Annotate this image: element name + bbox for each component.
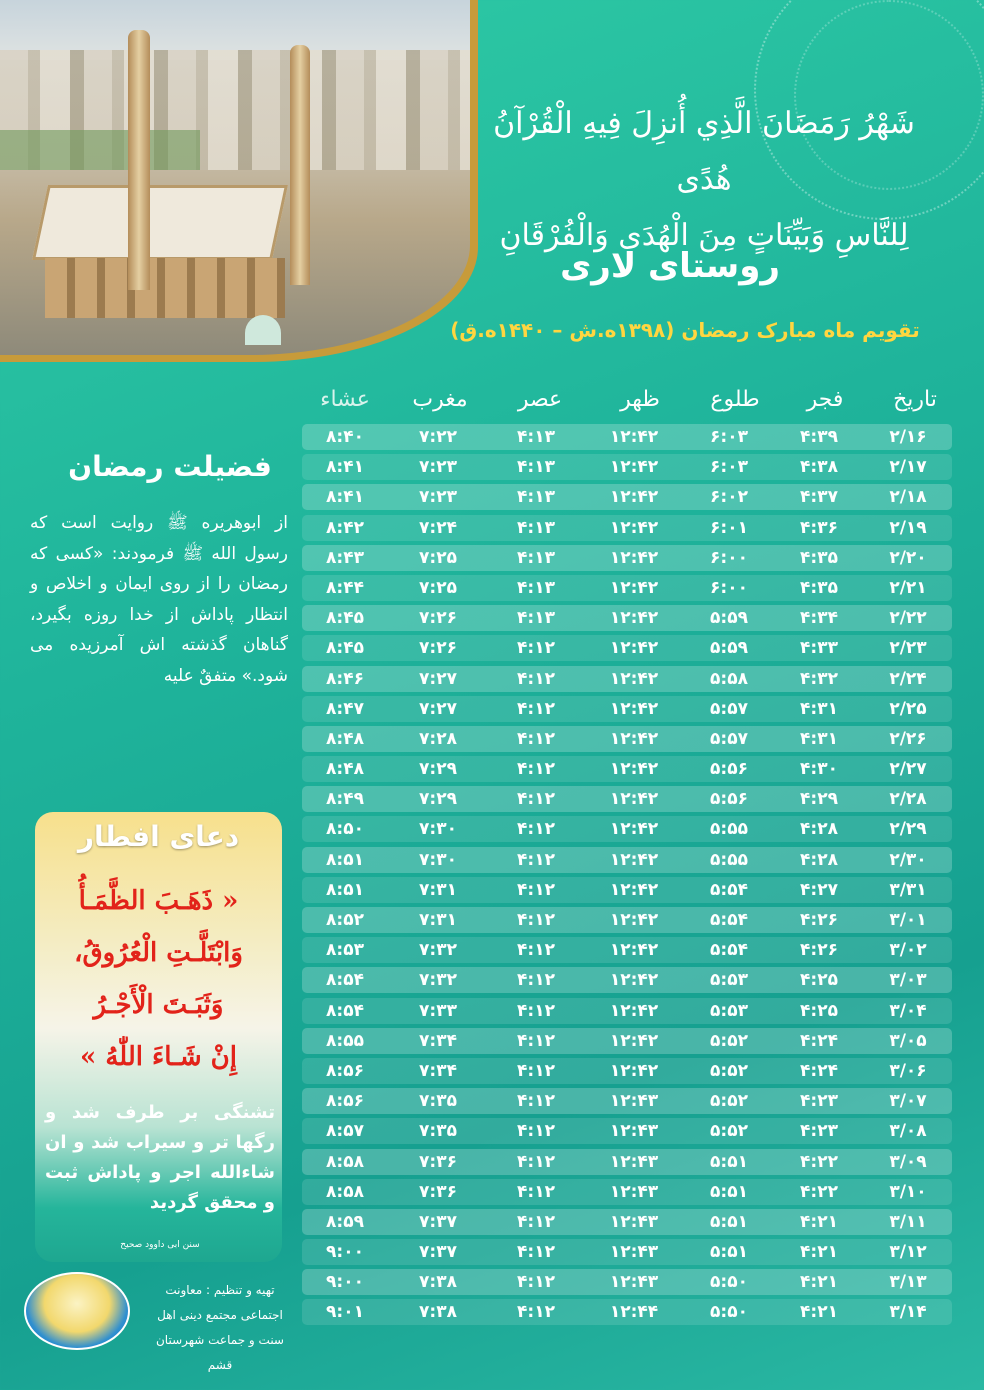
verse-line-1: شَهْرُ رَمَضَانَ الَّذِي أُنزِلَ فِيهِ الْقُرْآنُ هُدًى	[493, 106, 915, 197]
cell-date: ۳/۰۶	[889, 1060, 927, 1081]
cell-asr: ۴:۱۲	[517, 1060, 555, 1081]
cell-dhuhr: ۱۲:۴۲	[609, 638, 659, 659]
cell-asr: ۴:۱۲	[517, 1302, 555, 1323]
cell-isha: ۸:۴۴	[326, 577, 364, 598]
cell-asr: ۴:۱۳	[517, 457, 555, 478]
cell-sunrise: ۵:۵۱	[710, 1211, 748, 1232]
cell-dhuhr: ۱۲:۴۳	[609, 1181, 659, 1202]
cell-sunrise: ۵:۵۳	[710, 970, 748, 991]
cell-fajr: ۴:۲۸	[800, 819, 838, 840]
mosque-photo	[0, 0, 470, 355]
cell-dhuhr: ۱۲:۴۲	[609, 1000, 659, 1021]
cell-date: ۲/۱۹	[889, 517, 927, 538]
cell-isha: ۸:۴۸	[326, 728, 364, 749]
cell-fajr: ۴:۲۲	[800, 1151, 838, 1172]
cell-maghrib: ۷:۳۱	[419, 910, 457, 930]
table-row	[302, 1239, 952, 1265]
cell-maghrib: ۷:۳۷	[419, 1211, 457, 1232]
cell-date: ۳/۳۱	[889, 879, 927, 900]
table-row	[302, 666, 952, 692]
cell-isha: ۸:۵۸	[326, 1181, 364, 1202]
cell-sunrise: ۵:۵۹	[710, 638, 748, 659]
cell-fajr: ۴:۳۲	[800, 668, 838, 689]
table-row	[302, 545, 952, 571]
cell-maghrib: ۷:۳۷	[419, 1242, 457, 1263]
cell-isha: ۸:۴۱	[326, 487, 364, 508]
cell-sunrise: ۵:۵۷	[710, 698, 748, 719]
table-row	[302, 696, 952, 722]
cell-date: ۲/۱۸	[889, 487, 927, 508]
table-row	[302, 937, 952, 963]
table-row	[302, 726, 952, 752]
cell-dhuhr: ۱۲:۴۳	[609, 1242, 659, 1263]
table-row	[302, 484, 952, 510]
header-dhuhr: ظهر	[620, 387, 660, 412]
cell-date: ۳/۱۳	[889, 1272, 927, 1293]
cell-dhuhr: ۱۲:۴۲	[609, 789, 659, 810]
cell-fajr: ۴:۲۳	[800, 1091, 838, 1112]
cell-fajr: ۴:۳۱	[800, 698, 838, 719]
cell-fajr: ۴:۲۲	[800, 1181, 838, 1202]
cell-sunrise: ۵:۵۱	[710, 1151, 748, 1172]
cell-date: ۲/۲۲	[889, 608, 927, 629]
credit-text	[150, 1278, 290, 1378]
cell-isha: ۸:۴۹	[326, 789, 364, 810]
cell-date: ۲/۲۸	[889, 789, 927, 810]
table-row	[302, 967, 952, 993]
cell-asr: ۴:۱۲	[517, 970, 555, 991]
table-row	[302, 998, 952, 1024]
table-row	[302, 515, 952, 541]
cell-asr: ۴:۱۲	[517, 879, 555, 900]
cell-dhuhr: ۱۲:۴۲	[609, 547, 659, 568]
cell-isha: ۹:۰۱	[326, 1302, 364, 1323]
credit-line-3: سنت و جماعت شهرستان قشم	[155, 1333, 284, 1372]
cell-maghrib: ۷:۳۲	[419, 970, 457, 991]
cell-date: ۳/۰۹	[889, 1151, 927, 1172]
cell-sunrise: ۶:۰۳	[710, 427, 748, 447]
cell-fajr: ۴:۳۱	[800, 728, 838, 749]
cell-fajr: ۴:۲۳	[800, 1121, 838, 1142]
cell-dhuhr: ۱۲:۴۳	[609, 1121, 659, 1142]
cell-dhuhr: ۱۲:۴۳	[609, 1211, 659, 1232]
cell-asr: ۴:۱۳	[517, 577, 555, 598]
cell-date: ۳/۰۵	[889, 1030, 927, 1051]
cell-asr: ۴:۱۲	[517, 940, 555, 961]
cell-fajr: ۴:۲۱	[800, 1211, 838, 1232]
cell-dhuhr: ۱۲:۴۲	[609, 487, 659, 508]
cell-date: ۲/۲۶	[889, 728, 927, 749]
cell-fajr: ۴:۳۳	[800, 638, 838, 659]
cell-sunrise: ۶:۰۰	[710, 577, 748, 598]
cell-dhuhr: ۱۲:۴۲	[609, 608, 659, 629]
cell-dhuhr: ۱۲:۴۳	[609, 1091, 659, 1112]
cell-isha: ۸:۴۱	[326, 457, 364, 478]
credit-line-2: اجتماعی مجتمع دینی اهل	[157, 1308, 283, 1322]
dua-source: سنن ابی داوود صحیح	[120, 1240, 200, 1250]
cell-fajr: ۴:۲۴	[800, 1060, 838, 1081]
cell-date: ۲/۲۴	[889, 668, 927, 689]
cell-dhuhr: ۱۲:۴۴	[609, 1302, 659, 1323]
cell-maghrib: ۷:۲۵	[419, 547, 457, 568]
table-row	[302, 756, 952, 782]
cell-asr: ۴:۱۲	[517, 1121, 555, 1142]
cell-date: ۳/۰۲	[889, 940, 927, 961]
cell-date: ۳/۱۰	[889, 1181, 927, 1202]
table-row	[302, 847, 952, 873]
cell-date: ۲/۲۵	[889, 698, 927, 719]
timetable-header	[300, 380, 960, 420]
cell-dhuhr: ۱۲:۴۲	[609, 819, 659, 840]
cell-asr: ۴:۱۲	[517, 668, 555, 689]
cell-isha: ۸:۴۲	[326, 517, 364, 538]
table-row	[302, 1058, 952, 1084]
cell-asr: ۴:۱۲	[517, 728, 555, 749]
cell-maghrib: ۷:۳۰	[419, 849, 457, 870]
virtue-title: فضیلت رمضان	[68, 450, 272, 483]
cell-sunrise: ۵:۵۱	[710, 1181, 748, 1202]
cell-sunrise: ۵:۵۹	[710, 608, 748, 629]
cell-maghrib: ۷:۳۶	[419, 1151, 457, 1172]
cell-sunrise: ۵:۵۵	[710, 819, 748, 840]
cell-fajr: ۴:۲۵	[800, 1000, 838, 1021]
cell-isha: ۹:۰۰	[326, 1272, 364, 1293]
cell-date: ۳/۰۸	[889, 1121, 927, 1142]
cell-date: ۳/۰۳	[889, 970, 927, 991]
cell-asr: ۴:۱۲	[517, 1091, 555, 1112]
cell-maghrib: ۷:۳۵	[419, 1091, 457, 1112]
cell-fajr: ۴:۲۶	[800, 910, 838, 930]
cell-date: ۳/۰۱	[889, 910, 927, 930]
table-row	[302, 1088, 952, 1114]
cell-dhuhr: ۱۲:۴۲	[609, 940, 659, 961]
page-title: روستای لاری	[560, 246, 780, 286]
table-row	[302, 635, 952, 661]
header-isha: عشاء	[320, 387, 370, 412]
cell-maghrib: ۷:۳۸	[419, 1272, 457, 1293]
cell-asr: ۴:۱۳	[517, 608, 555, 629]
cell-dhuhr: ۱۲:۴۲	[609, 970, 659, 991]
cell-dhuhr: ۱۲:۴۲	[609, 457, 659, 478]
cell-sunrise: ۵:۵۴	[710, 910, 748, 930]
cell-date: ۳/۱۱	[889, 1211, 927, 1232]
table-row	[302, 786, 952, 812]
cell-sunrise: ۵:۵۸	[710, 668, 748, 689]
cell-asr: ۴:۱۲	[517, 910, 555, 930]
cell-isha: ۸:۴۷	[326, 698, 364, 719]
cell-asr: ۴:۱۳	[517, 547, 555, 568]
cell-maghrib: ۷:۳۱	[419, 879, 457, 900]
cell-dhuhr: ۱۲:۴۲	[609, 1030, 659, 1051]
table-row	[302, 1118, 952, 1144]
cell-asr: ۴:۱۲	[517, 638, 555, 659]
cell-asr: ۴:۱۲	[517, 1211, 555, 1232]
cell-isha: ۸:۵۴	[326, 1000, 364, 1021]
cell-fajr: ۴:۲۵	[800, 970, 838, 991]
cell-maghrib: ۷:۳۶	[419, 1181, 457, 1202]
cell-fajr: ۴:۳۶	[800, 517, 838, 538]
cell-fajr: ۴:۲۱	[800, 1302, 838, 1323]
table-row	[302, 816, 952, 842]
cell-date: ۲/۲۱	[889, 577, 927, 598]
cell-isha: ۸:۵۹	[326, 1211, 364, 1232]
cell-date: ۲/۲۷	[889, 759, 927, 780]
cell-fajr: ۴:۲۴	[800, 1030, 838, 1051]
cell-isha: ۸:۵۰	[326, 819, 364, 840]
cell-isha: ۸:۴۵	[326, 608, 364, 629]
cell-asr: ۴:۱۲	[517, 1000, 555, 1021]
cell-isha: ۹:۰۰	[326, 1242, 364, 1263]
cell-dhuhr: ۱۲:۴۲	[609, 849, 659, 870]
cell-maghrib: ۷:۲۴	[419, 517, 457, 538]
dua-line-1: « ذَهَـبَ الظَّمَـأُ	[78, 886, 239, 916]
cell-asr: ۴:۱۳	[517, 487, 555, 508]
cell-dhuhr: ۱۲:۴۲	[609, 668, 659, 689]
cell-isha: ۸:۵۴	[326, 970, 364, 991]
cell-maghrib: ۷:۲۵	[419, 577, 457, 598]
cell-isha: ۸:۴۰	[326, 427, 364, 447]
timetable-body	[302, 424, 952, 1330]
cell-maghrib: ۷:۲۹	[419, 789, 457, 810]
cell-fajr: ۴:۲۷	[800, 879, 838, 900]
dua-line-2: وَابْتَلَّـتِ الْعُرُوقُ،	[74, 938, 243, 968]
cell-maghrib: ۷:۲۷	[419, 698, 457, 719]
cell-isha: ۸:۵۱	[326, 879, 364, 900]
header-asr: عصر	[517, 387, 563, 412]
cell-date: ۳/۱۴	[889, 1302, 927, 1323]
table-row	[302, 1269, 952, 1295]
cell-date: ۳/۰۷	[889, 1091, 927, 1112]
cell-dhuhr: ۱۲:۴۲	[609, 759, 659, 780]
cell-isha: ۸:۵۲	[326, 910, 364, 930]
table-row	[302, 1209, 952, 1235]
cell-dhuhr: ۱۲:۴۲	[609, 879, 659, 900]
cell-sunrise: ۶:۰۳	[710, 457, 748, 478]
virtue-text: از ابوهریره ﷺ روایت است که رسول الله ﷺ فرمودند: «کسی که رمضان را از روی ایمان و اخلاص و انتظار پاداش از خدا روزه بگیرد، گناهان گذشته اش آمرزیده می شود.» متفقٌ علیه	[30, 513, 288, 686]
cell-isha: ۸:۵۸	[326, 1151, 364, 1172]
cell-maghrib: ۷:۲۶	[419, 638, 457, 659]
header-sunrise: طلوع	[710, 387, 760, 412]
cell-maghrib: ۷:۲۲	[419, 427, 457, 447]
cell-sunrise: ۵:۵۶	[710, 789, 748, 810]
cell-isha: ۸:۵۶	[326, 1060, 364, 1081]
cell-sunrise: ۵:۵۷	[710, 728, 748, 749]
cell-sunrise: ۶:۰۲	[710, 487, 748, 508]
cell-maghrib: ۷:۲۹	[419, 759, 457, 780]
cell-date: ۲/۱۶	[889, 427, 927, 447]
cell-dhuhr: ۱۲:۴۲	[609, 577, 659, 598]
cell-maghrib: ۷:۳۴	[419, 1030, 457, 1051]
table-row	[302, 907, 952, 933]
cell-fajr: ۴:۲۶	[800, 940, 838, 961]
cell-sunrise: ۵:۵۲	[710, 1030, 748, 1051]
cell-isha: ۸:۵۱	[326, 849, 364, 870]
cell-maghrib: ۷:۳۰	[419, 819, 457, 840]
cell-sunrise: ۵:۵۳	[710, 1000, 748, 1021]
cell-sunrise: ۵:۵۲	[710, 1121, 748, 1142]
cell-maghrib: ۷:۳۳	[419, 1000, 457, 1021]
cell-fajr: ۴:۲۸	[800, 849, 838, 870]
cell-sunrise: ۶:۰۰	[710, 547, 748, 568]
page-subtitle: تقویم ماه مبارک رمضان (۱۳۹۸ه.ش – ۱۴۴۰ه.ق)	[450, 318, 920, 342]
table-row	[302, 454, 952, 480]
cell-fajr: ۴:۲۱	[800, 1242, 838, 1263]
cell-date: ۲/۳۰	[889, 849, 927, 870]
cell-fajr: ۴:۳۷	[800, 487, 838, 508]
cell-asr: ۴:۱۳	[517, 427, 555, 447]
cell-sunrise: ۵:۵۱	[710, 1242, 748, 1263]
cell-date: ۲/۲۹	[889, 819, 927, 840]
credit-line-1: تهیه و تنظیم : معاونت	[165, 1283, 275, 1297]
table-row	[302, 424, 952, 450]
cell-maghrib: ۷:۲۶	[419, 608, 457, 629]
header-date: تاریخ	[893, 387, 937, 412]
cell-sunrise: ۵:۵۲	[710, 1091, 748, 1112]
cell-dhuhr: ۱۲:۴۲	[609, 910, 659, 930]
cell-dhuhr: ۱۲:۴۳	[609, 1272, 659, 1293]
dua-line-3: وَثَبَـتَ الْأَجْـرُ	[93, 990, 224, 1020]
cell-dhuhr: ۱۲:۴۲	[609, 728, 659, 749]
cell-asr: ۴:۱۲	[517, 1242, 555, 1263]
cell-fajr: ۴:۳۸	[800, 457, 838, 478]
cell-maghrib: ۷:۲۷	[419, 668, 457, 689]
cell-isha: ۸:۵۶	[326, 1091, 364, 1112]
cell-asr: ۴:۱۲	[517, 819, 555, 840]
cell-dhuhr: ۱۲:۴۲	[609, 517, 659, 538]
cell-fajr: ۴:۳۹	[800, 427, 838, 447]
cell-dhuhr: ۱۲:۴۲	[609, 1060, 659, 1081]
cell-sunrise: ۶:۰۱	[710, 517, 748, 538]
cell-dhuhr: ۱۲:۴۲	[609, 698, 659, 719]
cell-isha: ۸:۵۵	[326, 1030, 364, 1051]
dua-translation: تشنگی بر طرف شد و رگها تر و سیراب شد و ان شاءالله اجر و پاداش ثبت و محقق گردید	[45, 1102, 275, 1213]
table-row	[302, 1028, 952, 1054]
cell-fajr: ۴:۳۵	[800, 547, 838, 568]
cell-date: ۲/۲۰	[889, 547, 927, 568]
cell-dhuhr: ۱۲:۴۳	[609, 1151, 659, 1172]
table-row	[302, 575, 952, 601]
cell-asr: ۴:۱۳	[517, 517, 555, 538]
cell-sunrise: ۵:۵۵	[710, 849, 748, 870]
cell-sunrise: ۵:۵۲	[710, 1060, 748, 1081]
cell-fajr: ۴:۳۵	[800, 577, 838, 598]
cell-asr: ۴:۱۲	[517, 849, 555, 870]
dua-arabic	[40, 875, 277, 1083]
cell-sunrise: ۵:۵۶	[710, 759, 748, 780]
cell-sunrise: ۵:۵۰	[710, 1302, 748, 1323]
cell-isha: ۸:۴۶	[326, 668, 364, 689]
cell-isha: ۸:۴۸	[326, 759, 364, 780]
cell-isha: ۸:۵۳	[326, 940, 364, 961]
header-maghrib: مغرب	[412, 387, 468, 412]
cell-maghrib: ۷:۳۵	[419, 1121, 457, 1142]
table-row	[302, 1299, 952, 1325]
table-row	[302, 1149, 952, 1175]
cell-maghrib: ۷:۳۸	[419, 1302, 457, 1323]
header-fajr: فجر	[806, 387, 844, 412]
cell-date: ۲/۱۷	[889, 457, 927, 478]
cell-fajr: ۴:۳۰	[800, 759, 838, 780]
organization-logo	[24, 1272, 130, 1350]
table-row	[302, 605, 952, 631]
cell-maghrib: ۷:۲۳	[419, 487, 457, 508]
dua-title: دعای افطار	[77, 820, 240, 853]
cell-asr: ۴:۱۲	[517, 698, 555, 719]
cell-maghrib: ۷:۲۳	[419, 457, 457, 478]
cell-asr: ۴:۱۲	[517, 1181, 555, 1202]
cell-asr: ۴:۱۲	[517, 789, 555, 810]
cell-maghrib: ۷:۲۸	[419, 728, 457, 749]
cell-asr: ۴:۱۲	[517, 759, 555, 780]
cell-sunrise: ۵:۵۰	[710, 1272, 748, 1293]
quran-verse	[464, 96, 944, 264]
cell-dhuhr: ۱۲:۴۲	[609, 427, 659, 447]
cell-maghrib: ۷:۳۴	[419, 1060, 457, 1081]
cell-date: ۳/۰۴	[889, 1000, 927, 1021]
verse-line-2: لِلنَّاسِ وَبَيِّنَاتٍ مِنَ الْهُدَى وَالْفُرْقَانِ	[499, 218, 909, 253]
cell-asr: ۴:۱۲	[517, 1151, 555, 1172]
cell-fajr: ۴:۳۴	[800, 608, 838, 629]
cell-maghrib: ۷:۳۲	[419, 940, 457, 961]
cell-isha: ۸:۴۵	[326, 638, 364, 659]
dua-line-4: إِنْ شَـاءَ اللّٰهُ »	[80, 1042, 237, 1072]
cell-isha: ۸:۵۷	[326, 1121, 364, 1142]
table-row	[302, 1179, 952, 1205]
cell-sunrise: ۵:۵۴	[710, 940, 748, 961]
cell-isha: ۸:۴۳	[326, 547, 364, 568]
cell-asr: ۴:۱۲	[517, 1030, 555, 1051]
cell-asr: ۴:۱۲	[517, 1272, 555, 1293]
cell-sunrise: ۵:۵۴	[710, 879, 748, 900]
cell-fajr: ۴:۲۱	[800, 1272, 838, 1293]
cell-fajr: ۴:۲۹	[800, 789, 838, 810]
cell-date: ۲/۲۳	[889, 638, 927, 659]
cell-date: ۳/۱۲	[889, 1242, 927, 1263]
table-row	[302, 877, 952, 903]
